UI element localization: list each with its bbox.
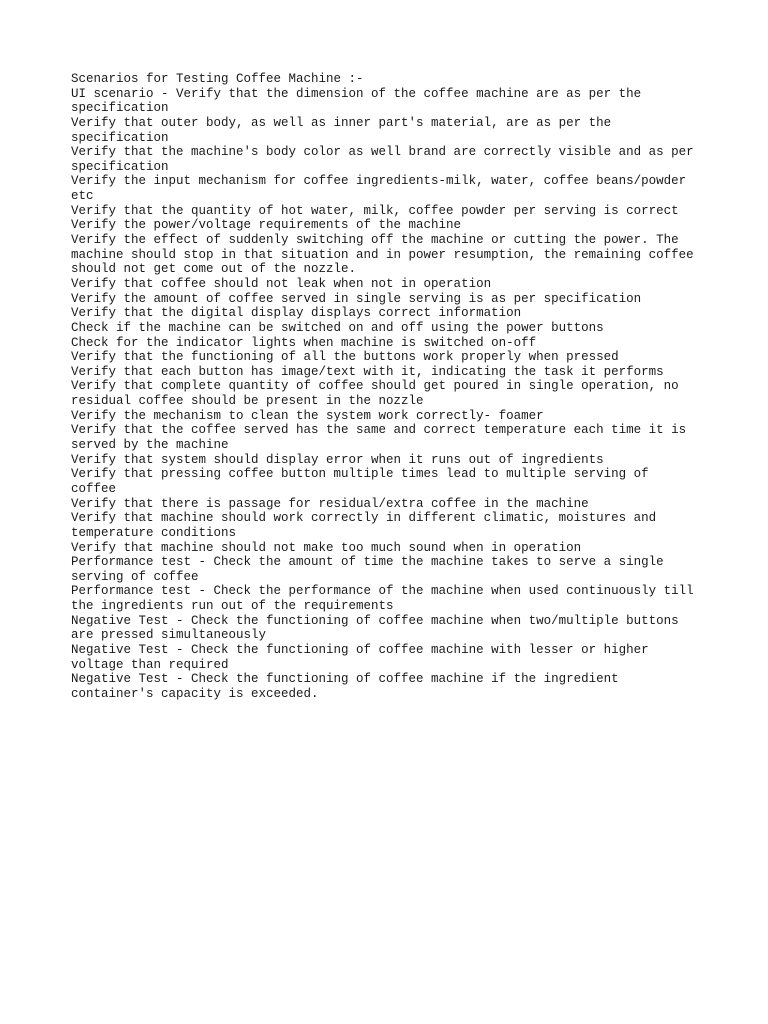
document-text-line: Verify the power/voltage requirements of the machine	[71, 218, 462, 233]
document-text-line: specification	[71, 101, 169, 116]
document-text-line: are pressed simultaneously	[71, 628, 267, 643]
document-text-line: Verify the mechanism to clean the system work correctly- foamer	[71, 408, 544, 423]
document-text-line: specification	[71, 159, 169, 174]
document-text-line: residual coffee should be present in the nozzle	[71, 394, 424, 409]
document-text-line: Verify that system should display error when it runs out of ingredients	[71, 452, 604, 467]
document-text-line: the ingredients run out of the requirements	[71, 599, 394, 614]
document-text-line: Check if the machine can be switched on and off using the power buttons	[71, 320, 604, 335]
document-text-line: Verify that the quantity of hot water, milk, coffee powder per serving is correct	[71, 203, 679, 218]
document-text-line: Performance test - Check the amount of time the machine takes to serve a single	[71, 555, 664, 570]
document-body-text	[71, 72, 711, 702]
document-text-line: etc	[71, 189, 94, 204]
document-text-line: container's capacity is exceeded.	[71, 686, 319, 701]
document-text-line: temperature conditions	[71, 525, 237, 540]
document-text-line: Check for the indicator lights when machine is switched on-off	[71, 335, 537, 350]
document-text-line: Verify that machine should work correctly in different climatic, moistures and	[71, 511, 657, 526]
document-text-line: coffee	[71, 481, 117, 496]
document-title-line: Scenarios for Testing Coffee Machine :-	[71, 72, 364, 86]
document-text-line: Negative Test - Check the functioning of coffee machine when two/multiple buttons	[71, 613, 679, 628]
document-text-line: machine should stop in that situation and in power resumption, the remaining coffee	[71, 247, 694, 262]
document-text-line: serving of coffee	[71, 569, 199, 584]
document-text-line: Verify that coffee should not leak when not in operation	[71, 276, 492, 291]
document-text-line: Negative Test - Check the functioning of coffee machine if the ingredient	[71, 672, 619, 687]
document-text-line: Verify that there is passage for residual/extra coffee in the machine	[71, 496, 589, 511]
document-text-line: specification	[71, 130, 169, 145]
document-text-line: served by the machine	[71, 438, 229, 453]
document-text-line: voltage than required	[71, 657, 229, 672]
document-text-line: Verify that complete quantity of coffee should get poured in single operation, no	[71, 379, 679, 394]
document-text-line: Verify that the machine's body color as well brand are correctly visible and as per	[71, 145, 694, 160]
document-text-line: Verify that machine should not make too much sound when in operation	[71, 540, 582, 555]
document-text-line: Verify the amount of coffee served in single serving is as per specification	[71, 291, 642, 306]
document-text-line: Verify that each button has image/text with it, indicating the task it performs	[71, 364, 664, 379]
document-text-line: Verify the input mechanism for coffee ingredients-milk, water, coffee beans/powder	[71, 174, 687, 189]
document-text-line: Verify that the coffee served has the same and correct temperature each time it is	[71, 423, 687, 438]
document-text-line: Verify the effect of suddenly switching off the machine or cutting the power. The	[71, 233, 679, 248]
document-text-line: Verify that the functioning of all the buttons work properly when pressed	[71, 350, 619, 365]
document-text-line: Verify that outer body, as well as inner part's material, are as per the	[71, 115, 612, 130]
document-text-line: Negative Test - Check the functioning of coffee machine with lesser or higher	[71, 642, 649, 657]
document-text-line: should not get come out of the nozzle.	[71, 262, 357, 277]
document-text-line: Verify that pressing coffee button multiple times lead to multiple serving of	[71, 467, 649, 482]
document-text-line: UI scenario - Verify that the dimension of the coffee machine are as per the	[71, 86, 642, 101]
document-text-line: Performance test - Check the performance of the machine when used continuously till	[71, 584, 694, 599]
document-text-line: Verify that the digital display displays correct information	[71, 306, 522, 321]
